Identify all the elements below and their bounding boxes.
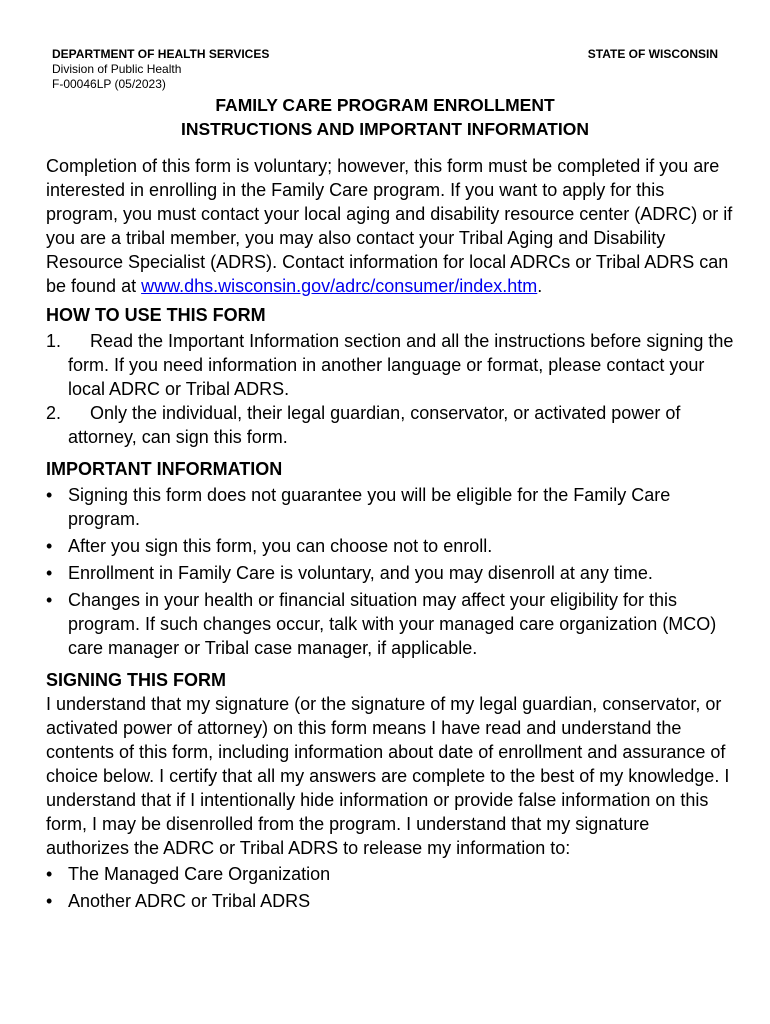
bullet-icon: • [46, 864, 53, 884]
signing-heading: SIGNING THIS FORM [46, 670, 226, 690]
title-line-2: INSTRUCTIONS AND IMPORTANT INFORMATION [181, 119, 589, 139]
how-to-use-heading: HOW TO USE THIS FORM [46, 305, 266, 325]
list-item [46, 588, 736, 660]
step-text: Read the Important Information section and all the instructions before signing the form. If you need information in another language or format, please contact your local ADRC or Tribal ADRS. [68, 331, 734, 399]
how-to-use-steps [46, 329, 736, 449]
list-item [46, 534, 736, 558]
intro-paragraph [46, 154, 736, 298]
bullet-icon: • [46, 891, 53, 911]
adrc-link[interactable]: www.dhs.wisconsin.gov/adrc/consumer/index.htm [141, 276, 538, 296]
list-item-text: Changes in your health or financial situation may affect your eligibility for this program. If such changes occur, talk with your managed care organization (MCO) care manager or Tribal case manager, if applicable. [68, 590, 717, 658]
list-item-text: The Managed Care Organization [68, 864, 331, 884]
step-item [46, 329, 736, 401]
list-item [46, 483, 736, 531]
department-name: DEPARTMENT OF HEALTH SERVICES [52, 47, 270, 61]
document-body [46, 154, 736, 916]
important-info-list [46, 483, 736, 660]
list-item [46, 561, 736, 585]
header-left [52, 47, 269, 92]
list-item-text: Enrollment in Family Care is voluntary, and you may disenroll at any time. [68, 563, 653, 583]
state-name: STATE OF WISCONSIN [587, 47, 718, 61]
signing-paragraph: I understand that my signature (or the signature of my legal guardian, conservator, or activated power of attorney) on this form means I have read and understand the contents of this form, including information about date of enrollment and assurance of choice below. I certify that all my answers are complete to the best of my knowledge. I understand that if I intentionally hide information or provide false information on this form, I may be disenrolled from the program. I understand that my signature authorizes the ADRC or Tribal ADRS to release my information to: [46, 694, 730, 858]
title-line-1: FAMILY CARE PROGRAM ENROLLMENT [215, 95, 555, 115]
form-id: F-00046LP (05/2023) [52, 77, 166, 91]
list-item-text: Another ADRC or Tribal ADRS [68, 891, 311, 911]
bullet-icon: • [46, 536, 53, 556]
intro-end: . [537, 276, 543, 296]
intro-text: Completion of this form is voluntary; however, this form must be completed if you are interested in enrolling in the Family Care program. If you want to apply for this program, you must contact your local aging and disability resource center (ADRC) or if you are a tribal member, you may also contact your Tribal Aging and Disability Resource Specialist (ADRS). Contact information for local ADRCs or Tribal ADRS can be found at [46, 156, 733, 296]
step-number: 1. [46, 331, 62, 351]
release-recipients-list [46, 862, 736, 913]
important-info-heading: IMPORTANT INFORMATION [46, 459, 283, 479]
bullet-icon: • [46, 485, 53, 505]
bullet-icon: • [46, 590, 53, 610]
list-item [46, 889, 736, 913]
list-item-text: Signing this form does not guarantee you will be eligible for the Family Care program. [68, 485, 671, 529]
bullet-icon: • [46, 563, 53, 583]
step-item [46, 401, 736, 449]
division-name: Division of Public Health [52, 62, 182, 76]
step-text: Only the individual, their legal guardian, conservator, or activated power of attorney, can sign this form. [68, 403, 681, 447]
list-item [46, 862, 736, 886]
step-number: 2. [46, 403, 62, 423]
list-item-text: After you sign this form, you can choose not to enroll. [68, 536, 493, 556]
page-title [0, 93, 770, 141]
